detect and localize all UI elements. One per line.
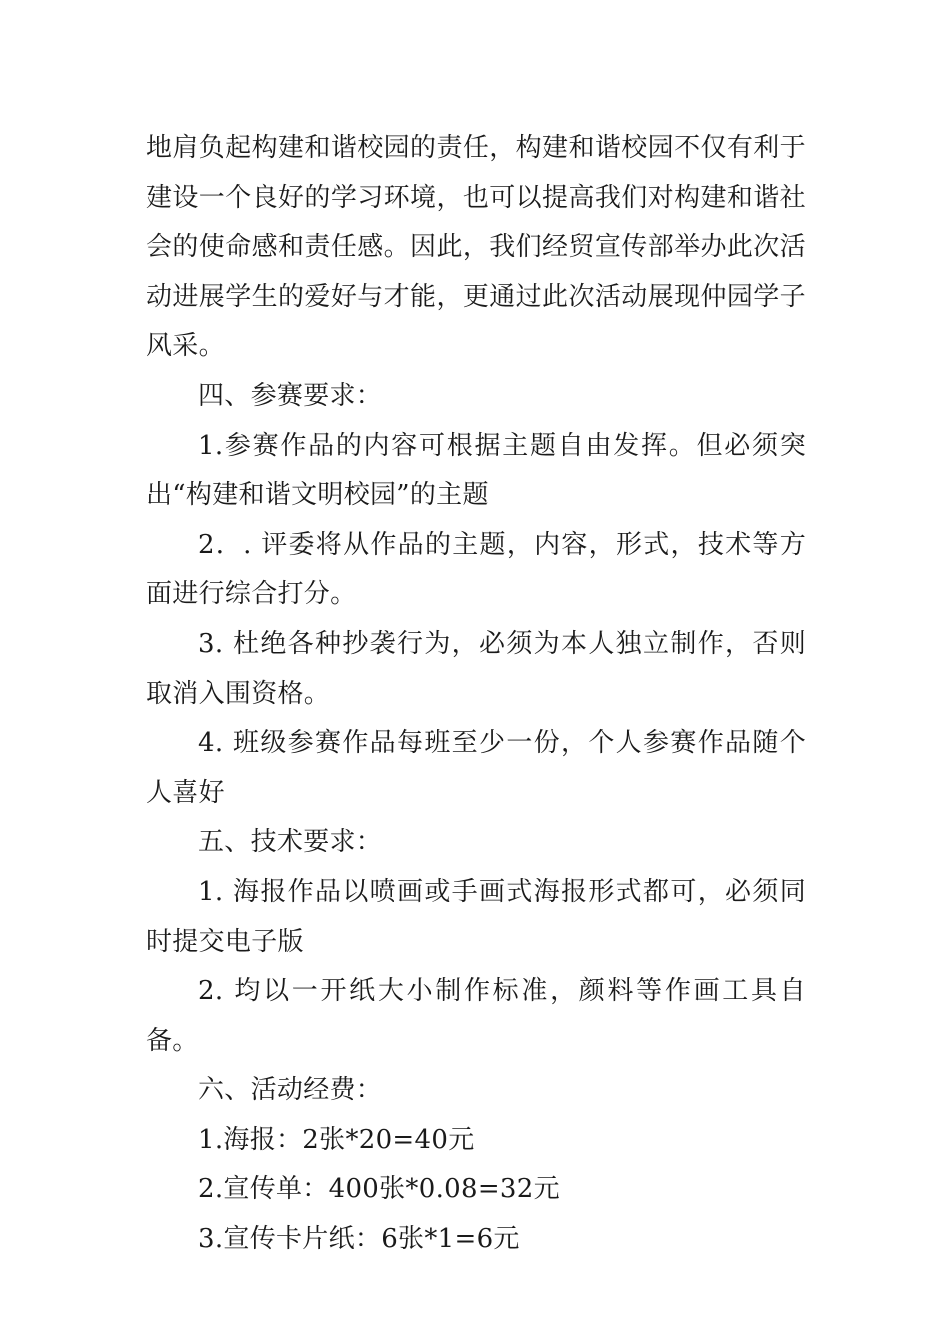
requirement-item-2: 2．. 评委将从作品的主题，内容，形式，技术等方面进行综合打分。 [146,529,806,610]
requirement-item-4: 4. 班级参赛作品每班至少一份，个人参赛作品随个人喜好 [146,728,806,808]
requirement-item-3: 3. 杜绝各种抄袭行为，必须为本人独立制作，否则取消入围资格。 [146,628,806,709]
budget-item-3: 3.宣传卡片纸：6张*1=6元 [198,1224,520,1255]
document-body [146,124,806,1265]
section-heading-technical: 五、技术要求： [198,827,383,858]
budget-item-2: 2.宣传单：400张*0.08=32元 [198,1174,560,1205]
technical-item-2: 2. 均以一开纸大小制作标准，颜料等作画工具自备。 [146,976,806,1056]
paragraph-intro: 地肩负起构建和谐校园的责任，构建和谐校园不仅有利于建设一个良好的学习环境，也可以提高我们对构建和谐社会的使命感和责任感。因此，我们经贸宣传部举办此次活动进展学生的爱好与才能，更通过此次活动展现仲园学子风采。 [146,133,806,362]
section-heading-budget: 六、活动经费： [198,1075,383,1106]
technical-item-1: 1. 海报作品以喷画或手画式海报形式都可，必须同时提交电子版 [146,876,806,957]
budget-item-1: 1.海报：2张*20=40元 [198,1124,475,1155]
requirement-item-1: 1.参赛作品的内容可根据主题自由发挥。但必须突出“构建和谐文明校园”的主题 [146,430,806,511]
section-heading-requirements: 四、参赛要求： [198,380,383,411]
